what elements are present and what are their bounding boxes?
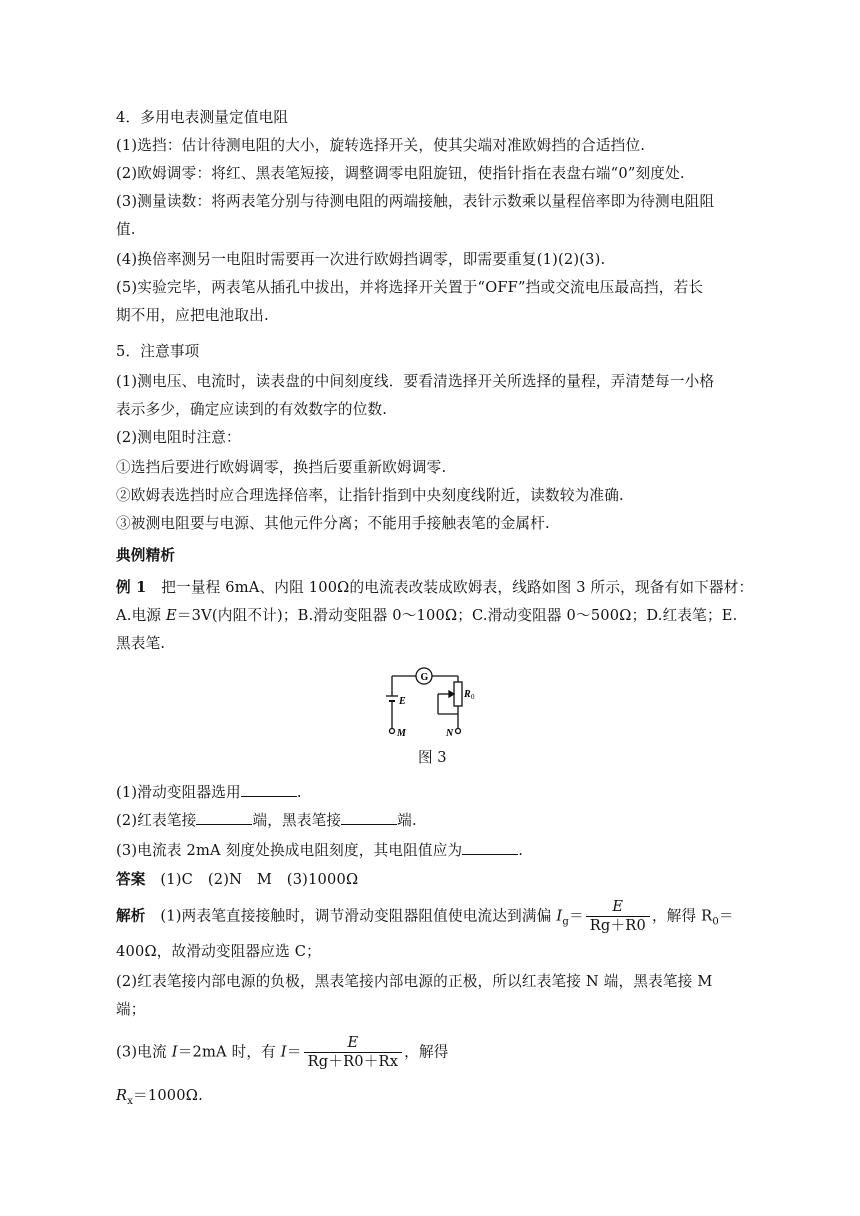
section-5-title: 5．注意事项 (116, 343, 200, 360)
example-line-3: 黑表笔. (116, 635, 166, 652)
circuit-diagram (384, 664, 484, 742)
example-label: 例 1 (116, 579, 147, 596)
note-2: (2)测电阻时注意： (116, 429, 241, 446)
answer-blank (462, 840, 518, 855)
section-4-title: 4．多用电表测量定值电阻 (116, 109, 289, 126)
source-label: E (399, 696, 406, 707)
terminal-n-label: N (446, 728, 454, 739)
example-line-2 (116, 606, 737, 626)
symbol-e: E (166, 607, 177, 624)
step-3-line-1: (3)测量读数：将两表笔分别与待测电阻的两端接触，表针示数乘以量程倍率即为待测电阻阻 (116, 193, 715, 210)
step-4: (4)换倍率测另一电阻时需要再一次进行欧姆挡调零，即需要重复(1)(2)(3). (116, 251, 606, 268)
example-text-2b: ＝3V(内阻不计)；B.滑动变阻器 0～100Ω；C.滑动变阻器 0～500Ω；D.红表笔；E. (176, 607, 738, 624)
resistor-label: R (464, 689, 471, 700)
question-2-text-c: 端. (397, 812, 417, 829)
answer-blank (341, 810, 397, 825)
analysis-line-4: 端； (116, 1001, 146, 1018)
analysis-line-3: (2)红表笔接内部电源的负极，黑表笔接内部电源的正极，所以红表笔接 N 端，黑表笔接 M (116, 973, 713, 990)
question-2-text-a: (2)红表笔接 (116, 812, 197, 829)
terminal-m (390, 729, 395, 734)
note-item-2: ②欧姆表选挡时应合理选择倍率，让指针指到中央刻度线附近，读数较为准确. (116, 487, 624, 504)
answer-line (116, 870, 358, 890)
answer-blank (196, 810, 252, 825)
resistor-subscript: 0 (471, 693, 475, 701)
answer-blank (241, 782, 297, 797)
question-1-text: (1)滑动变阻器选用 (116, 784, 241, 801)
analysis-line-1: 解析 (1)两表笔直接接触时，调节滑动变阻器阻值使电流达到满偏 $I_g=$ $\frac{E}{Rg+R0}$ ，解得 $R_0=$ (116, 898, 734, 934)
question-3 (116, 840, 523, 861)
formula-resistance: $\frac{E}{Rg+R0+Rx}$ (304, 1034, 403, 1071)
step-5-line-1: (5)实验完毕，两表笔从插孔中拔出，并将选择开关置于“OFF”挡或交流电压最高挡，若长 (116, 279, 704, 296)
note-item-3: ③被测电阻要与电源、其他元件分离；不能用手接触表笔的金属杆. (116, 515, 550, 532)
question-1 (116, 782, 302, 803)
example-heading: 典例精析 (116, 547, 176, 564)
note-1-line-1: (1)测电压、电流时，读表盘的中间刻度线．要看清选择开关所选择的量程，弄清楚每一小格 (116, 373, 715, 390)
analysis-line-2: 400Ω，故滑动变阻器应选 C； (116, 943, 321, 960)
note-1-line-2: 表示多少，确定应读到的有效数字的位数. (116, 401, 388, 418)
step-5-line-2: 期不用，应把电池取出. (116, 307, 269, 324)
step-3-line-2: 值. (116, 221, 136, 238)
example-text-1: 把一量程 6mA、内阻 100Ω的电流表改装成欧姆表，线路如图 3 所示，现备有如下器材： (161, 579, 754, 596)
note-item-1: ①选挡后要进行欧姆调零，换挡后要重新欧姆调零. (116, 459, 447, 476)
step-1: (1)选挡：估计待测电阻的大小，旋转选择开关，使其尖端对准欧姆挡的合适挡位. (116, 137, 646, 154)
analysis-text-1a: (1)两表笔直接接触时，调节滑动变阻器阻值使电流达到满偏 (160, 907, 557, 925)
figure-caption: 图 3 (418, 749, 447, 766)
answer-text: (1)C (2)N M (3)1000Ω (160, 871, 359, 888)
analysis-label: 解析 (116, 907, 146, 925)
terminal-m-label: M (397, 728, 406, 739)
question-3-text: (3)电流表 2mA 刻度处换成电阻刻度，其电阻值应为 (116, 842, 463, 859)
question-2-text-b: 端，黑表笔接 (252, 812, 342, 829)
example-text-2a: A.电源 (116, 607, 167, 624)
galvanometer-label: G (420, 672, 429, 683)
formula-full-scale: $\frac{E}{Rg+R0}$ (586, 898, 650, 935)
example-line-1 (116, 578, 753, 598)
question-2 (116, 810, 417, 831)
step-2: (2)欧姆调零：将红、黑表笔短接，调整调零电阻旋钮，使指针指在表盘右端“0”刻度处. (116, 165, 685, 182)
question-1-end: . (296, 784, 302, 801)
answer-label: 答案 (116, 871, 146, 888)
question-3-end: . (518, 842, 524, 859)
analysis-line-6: $R_x=1000\Omega$. (116, 1087, 203, 1107)
analysis-line-5: (3)电流 I＝2mA 时，有 I＝ $\frac{E}{Rg+R0+Rx}$ ，解得 (116, 1034, 449, 1070)
terminal-n (456, 729, 461, 734)
analysis-text-1b: ，解得 R (651, 907, 713, 925)
